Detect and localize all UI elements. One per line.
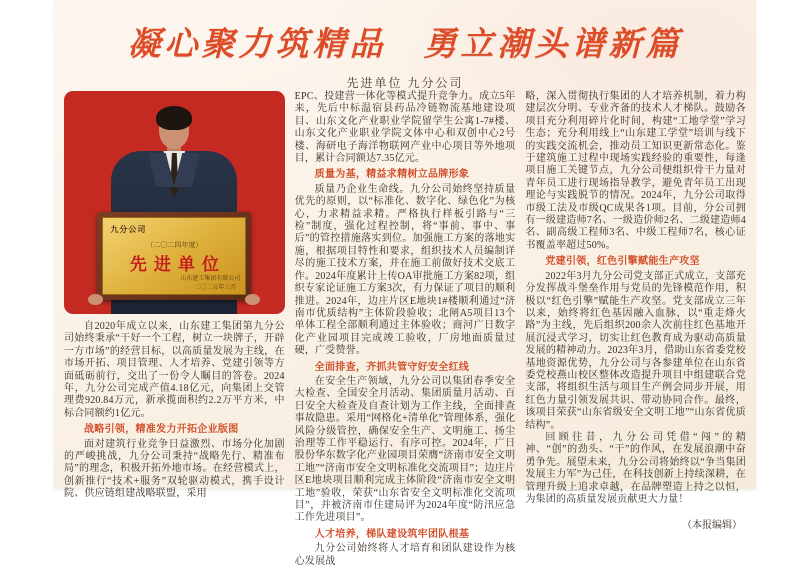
- section-heading-talent: 人才培养，梯队建设筑牢团队根基: [314, 528, 470, 540]
- article-subtitle: 先进单位 九分公司: [346, 76, 464, 90]
- man-hair-fringe: [158, 111, 190, 122]
- award-plaque-face: [102, 217, 246, 295]
- award-plaque: [97, 212, 251, 300]
- paragraph-talent-cont: 略，深入贯彻执行集团的人才培养机制，着力构建层次分明、专业齐备的技术人才梯队。鼓励各项目充分利用碎片化时间，构建“工地学堂”学习生态；充分利用线上“山东建工学堂”培训与线下的实践交流机会，推动员工知识更新常态化。鉴于建筑施工过程中现场实践经验的重要性，每逢项目施工关键节点，九分公司便组织骨干力量对青年员工进行现场指导教学，避免青年员工出现理论与实践脱节的情况。2024年，九分公司取得市级工法及市级QC成果各1项。目前，分公司拥有一级建造师7名、一级造价师2名、二级建造师4名、副高级工程师3名、中级工程师7名，核心证书覆盖率超过50%。: [525, 91, 747, 251]
- paragraph-intro: 自2020年成立以来，山东建工集团第九分公司始终秉承“干好一个工程，树立一块牌子，开辟一方市场”的经营目标，以高质量发展为主线，在市场开拓、项目管理、人才培养、党建引领等方面砥砺前行，交出了一份令人瞩目的答卷。2024年，九分公司完成产值4.18亿元，向集团上交管理费920.84万元，新承揽面积约2.2万平方米，中标合同额约1亿元。: [64, 321, 285, 419]
- article-columns: [64, 91, 747, 567]
- section-heading-party: 党建引领，红色引擎赋能生产攻坚: [545, 256, 700, 268]
- paragraph-strategy-cont: EPC、投建营一体化等模式提升竞争力。成立5年来，先后中标温宿县药品冷链物流基地建设项目、山东文化产业职业学院留学生公寓1-7#楼、山东文化产业职业学院文体中心和双创中心2号楼、海研电子海洋物联网产业中心项目等外地项目，累计合同额达7.35亿元。: [294, 91, 516, 165]
- section-heading-quality: 质量为基，精益求精树立品牌形象: [314, 169, 470, 181]
- paragraph-talent: 九分公司始终将人才培育和团队建设作为核心发展战: [294, 543, 516, 567]
- man-right-hand: [245, 294, 260, 305]
- paragraph-quality: 质量乃企业生命线。九分公司始终坚持质量优先的原则，以“标准化、数字化、绿色化”为核心，力求精益求精。严格执行样板引路与“三检”制度，强化过程控制，将“事前、事中、事后”的管控措施落实到位。加强施工方案的落地实施，根据项目特性和要求，组织技术人员编制详尽的施工技术方案，并在施工前做好技术交底工作。2024年度累计上传OA审批施工方案82项，组织专家论证施工方案3次，有力保证了项目的顺利推进。2024年，边庄片区E地块1#楼顺利通过“济南市优质结构”主体阶段验收；北闸A5项目13个单体工程全部顺利通过主体验收；商河广日数字化产业园项目完成竣工验收，厂房地面质量过硬，广受赞誉。: [294, 183, 516, 357]
- award-photo: [64, 91, 285, 314]
- paragraph-strategy: 面对建筑行业竞争日益激烈、市场分化加剧的严峻挑战，九分公司秉持“战略先行、精准布局”的理念，积极开拓外地市场。在经营模式上，创新推行“技术+服务”双轮驱动模式，携手设计院、供应链组建战略联盟，采用: [64, 438, 285, 500]
- paragraph-party: 2022年3月九分公司党支部正式成立，支部充分发挥战斗堡垒作用与党员的先锋模范作用，积极以“红色引擎”赋能生产攻坚。党支部成立三年以来，始终将红色基因融入血脉，以“重走烽火路”为主线，先后组织200余人次前往红色基地开展沉浸式学习，切实让红色教育成为驱动高质量发展的精神动力。2023年3月，借助山东省委党校基地资源优势，九分公司与各参建单位在山东省委党校燕山校区整体改造提升项目中组建联合党支部，将组织生活与项目生产例会同步开展，用红色力量引领发展共识、带动协同合作。最终，该项目荣获“山东省级安全文明工地”“山东省优质结构”。: [525, 270, 747, 431]
- column-2: [294, 91, 516, 567]
- plaque-year: （二〇二四年度）: [146, 241, 203, 249]
- man-left-hand: [88, 294, 103, 305]
- newspaper-page: [54, 0, 756, 567]
- article-title: 凝心聚力筑精品 勇立潮头谱新篇: [127, 27, 683, 63]
- plaque-issuer: 山东建工集团有限公司: [180, 276, 241, 282]
- plaque-company: 九分公司: [110, 225, 147, 234]
- section-heading-strategy: 战略引领，精准发力开拓企业版图: [84, 424, 239, 436]
- plaque-award-title: 先进单位: [129, 255, 226, 274]
- plaque-date: 二〇二五年三月: [194, 285, 237, 291]
- section-heading-safety: 全面排查，齐抓共管守好安全红线: [314, 361, 470, 373]
- byline: （本报编辑）: [682, 520, 743, 532]
- column-1: [64, 91, 285, 500]
- paragraph-safety: 在安全生产领域，九分公司以集团春季安全大检查、全国安全月活动、集团质量月活动、百日安全大检查及自查计划为工作主线，全面排查事故隐患。采用“网格化+清单化”管理体系，强化风险分级管控，确保安全生产、文明施工、扬尘治理等工作平稳运行、有序可控。2024年，广日股份华东数字化产业园项目荣膺“济南市安全文明工地”“济南市安全文明标准化交流项目”；边庄片区E地块项目顺利完成主体阶段“济南市安全文明工地”验收，荣获“山东省安全文明标准化交流项目”，并被济南市住建局评为2024年度“防汛应急工作先进项目”。: [294, 375, 516, 524]
- paragraph-outlook: 回顾往昔，九分公司凭借“闯”的精神、“创”的劲头、“干”的作风，在发展浪潮中奋勇争先。展望未来，九分公司将始终以“争当集团发展主力军”为己任，在科技创新上持续深耕，在管理升级上追求卓越，在品牌塑造上持之以恒，为集团的高质量发展贡献更大力量！: [525, 431, 747, 505]
- column-3: [525, 91, 747, 532]
